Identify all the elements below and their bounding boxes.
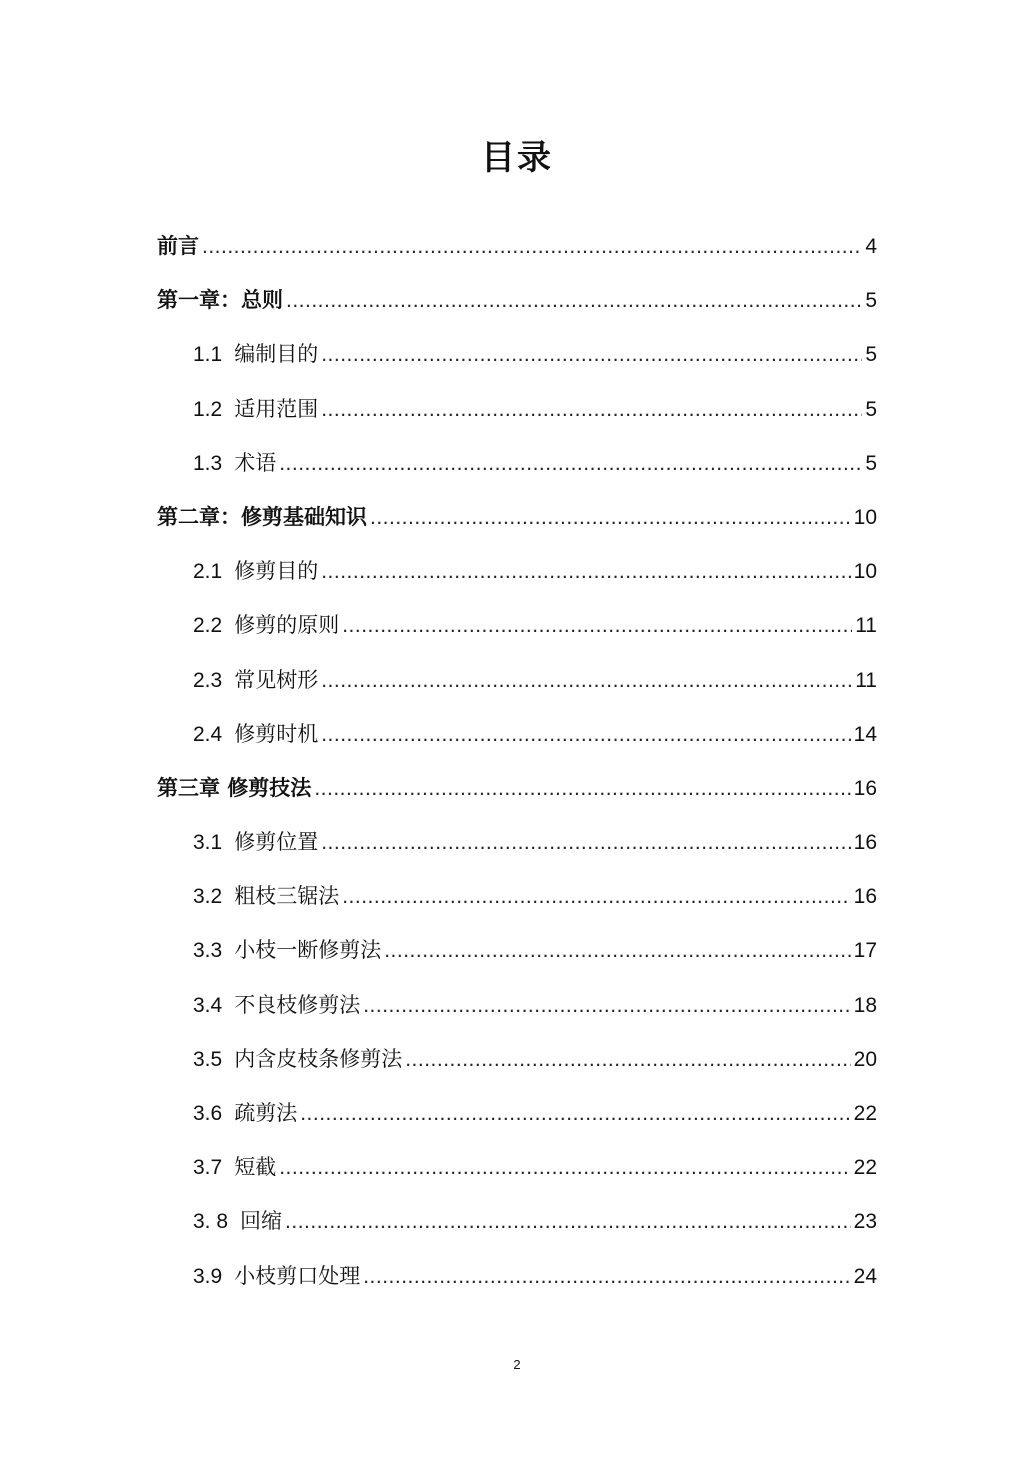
toc-entry-number: 1.3 [193, 451, 223, 475]
toc-dot-leader [363, 979, 850, 1033]
toc-section-entry[interactable] [157, 815, 877, 869]
toc-entry-title: 编制目的 [234, 342, 319, 367]
toc-entry-title: 修剪目的 [234, 559, 319, 584]
toc-chapter-entry[interactable] [157, 219, 877, 273]
toc-entry-title: 回缩 [240, 1209, 283, 1234]
toc-section-entry[interactable] [157, 978, 877, 1032]
toc-section-entry[interactable] [157, 1032, 877, 1086]
toc-section-entry[interactable] [157, 1086, 877, 1140]
toc-entry-number: 3.4 [193, 993, 223, 1017]
toc-entry-page: 18 [853, 993, 877, 1017]
toc-dot-leader [286, 274, 862, 328]
toc-entry-number: 2.3 [193, 668, 223, 692]
toc-entry-page: 5 [865, 397, 877, 421]
toc-entry-number: 3.1 [193, 831, 223, 855]
toc-dot-leader [314, 762, 850, 816]
toc-dot-leader [342, 599, 852, 653]
page-number: 2 [513, 1357, 521, 1372]
toc-section-entry[interactable] [157, 544, 877, 598]
toc-entry-number: 3.5 [193, 1047, 223, 1071]
toc-entry-title: 内含皮枝条修剪法 [234, 1046, 403, 1071]
toc-dot-leader [405, 1033, 850, 1087]
toc-entry-page: 16 [853, 831, 877, 855]
toc-dot-leader [202, 220, 862, 274]
toc-entry-title: 常见树形 [234, 667, 319, 692]
toc-entry-number: 3.7 [193, 1156, 223, 1180]
toc-entry-number: 3. 8 [193, 1210, 229, 1234]
toc-entry-title: 修剪位置 [234, 830, 319, 855]
toc-entry-title: 小枝一断修剪法 [234, 938, 382, 963]
toc-dot-leader [321, 816, 850, 870]
toc-entry-title: 修剪时机 [234, 721, 319, 746]
toc-entry-page: 17 [853, 939, 877, 963]
toc-entry-number: 3.6 [193, 1102, 223, 1125]
toc-entry-title: 修剪的原则 [234, 613, 340, 638]
toc-entry-page: 4 [865, 235, 877, 258]
toc-section-entry[interactable] [157, 707, 877, 761]
toc-entry-title: 术语 [234, 450, 277, 475]
toc-dot-leader [300, 1087, 850, 1141]
toc-chapter-entry[interactable] [157, 273, 877, 327]
toc-dot-leader [279, 1141, 850, 1195]
toc-chapter-entry[interactable] [157, 490, 877, 544]
toc-dot-leader [321, 328, 862, 382]
toc-entry-page: 5 [865, 289, 877, 313]
toc-entry-page: 22 [853, 1156, 877, 1180]
toc-entry-page: 16 [853, 885, 877, 909]
toc-entry-title: 第二章：修剪基础知识 [157, 504, 367, 529]
toc-entry-title: 粗枝三锯法 [234, 884, 340, 909]
toc-entry-page: 14 [853, 722, 877, 746]
toc-entry-number: 2.2 [193, 614, 223, 638]
toc-entry-page: 5 [865, 343, 877, 367]
toc-entry-title: 不良枝修剪法 [234, 992, 361, 1017]
toc-dot-leader [321, 383, 862, 437]
toc-dot-leader [370, 491, 851, 545]
toc-section-entry[interactable] [157, 1194, 877, 1248]
toc-entry-title: 疏剪法 [234, 1101, 298, 1125]
toc-entry-number: 1.2 [193, 397, 223, 421]
toc-entry-number: 1.1 [193, 343, 223, 367]
toc-entry-title: 短截 [234, 1155, 277, 1180]
toc-entry-page: 10 [853, 505, 877, 529]
toc-entry-page: 16 [853, 776, 877, 800]
toc-entry-title: 第一章：总则 [157, 288, 283, 313]
toc-entry-page: 5 [865, 451, 877, 475]
toc-dot-leader [285, 1195, 851, 1249]
toc-entry-page: 10 [853, 560, 877, 584]
toc-section-entry[interactable] [157, 598, 877, 652]
toc-section-entry[interactable] [157, 1140, 877, 1194]
toc-dot-leader [321, 545, 850, 599]
toc-entry-number: 2.4 [193, 722, 223, 746]
page-title: 目录 [481, 138, 553, 178]
toc-entry-title: 适用范围 [234, 396, 319, 421]
toc-dot-leader [342, 870, 850, 924]
toc-section-entry[interactable] [157, 869, 877, 923]
toc-entry-title: 小枝剪口处理 [234, 1263, 361, 1288]
toc-entry-page: 24 [853, 1264, 877, 1288]
toc-dot-leader [321, 654, 852, 708]
table-of-contents [157, 219, 877, 1303]
toc-entry-number: 3.3 [193, 939, 223, 963]
toc-entry-page: 20 [853, 1047, 877, 1071]
toc-entry-page: 23 [853, 1210, 877, 1234]
toc-entry-number: 3.2 [193, 885, 223, 909]
toc-dot-leader [363, 1250, 850, 1304]
toc-dot-leader [279, 437, 862, 491]
toc-entry-title: 前言 [157, 234, 199, 258]
toc-section-entry[interactable] [157, 436, 877, 490]
toc-section-entry[interactable] [157, 923, 877, 977]
toc-entry-number: 3.9 [193, 1264, 223, 1288]
toc-section-entry[interactable] [157, 1249, 877, 1303]
toc-chapter-entry[interactable] [157, 761, 877, 815]
toc-entry-page: 22 [853, 1102, 877, 1125]
toc-entry-page: 11 [855, 668, 877, 692]
toc-entry-number: 2.1 [193, 560, 223, 584]
toc-section-entry[interactable] [157, 653, 877, 707]
toc-entry-title: 第三章 修剪技法 [157, 775, 312, 800]
toc-entry-page: 11 [855, 614, 877, 638]
toc-section-entry[interactable] [157, 327, 877, 381]
toc-section-entry[interactable] [157, 382, 877, 436]
toc-dot-leader [384, 924, 850, 978]
toc-dot-leader [321, 708, 850, 762]
